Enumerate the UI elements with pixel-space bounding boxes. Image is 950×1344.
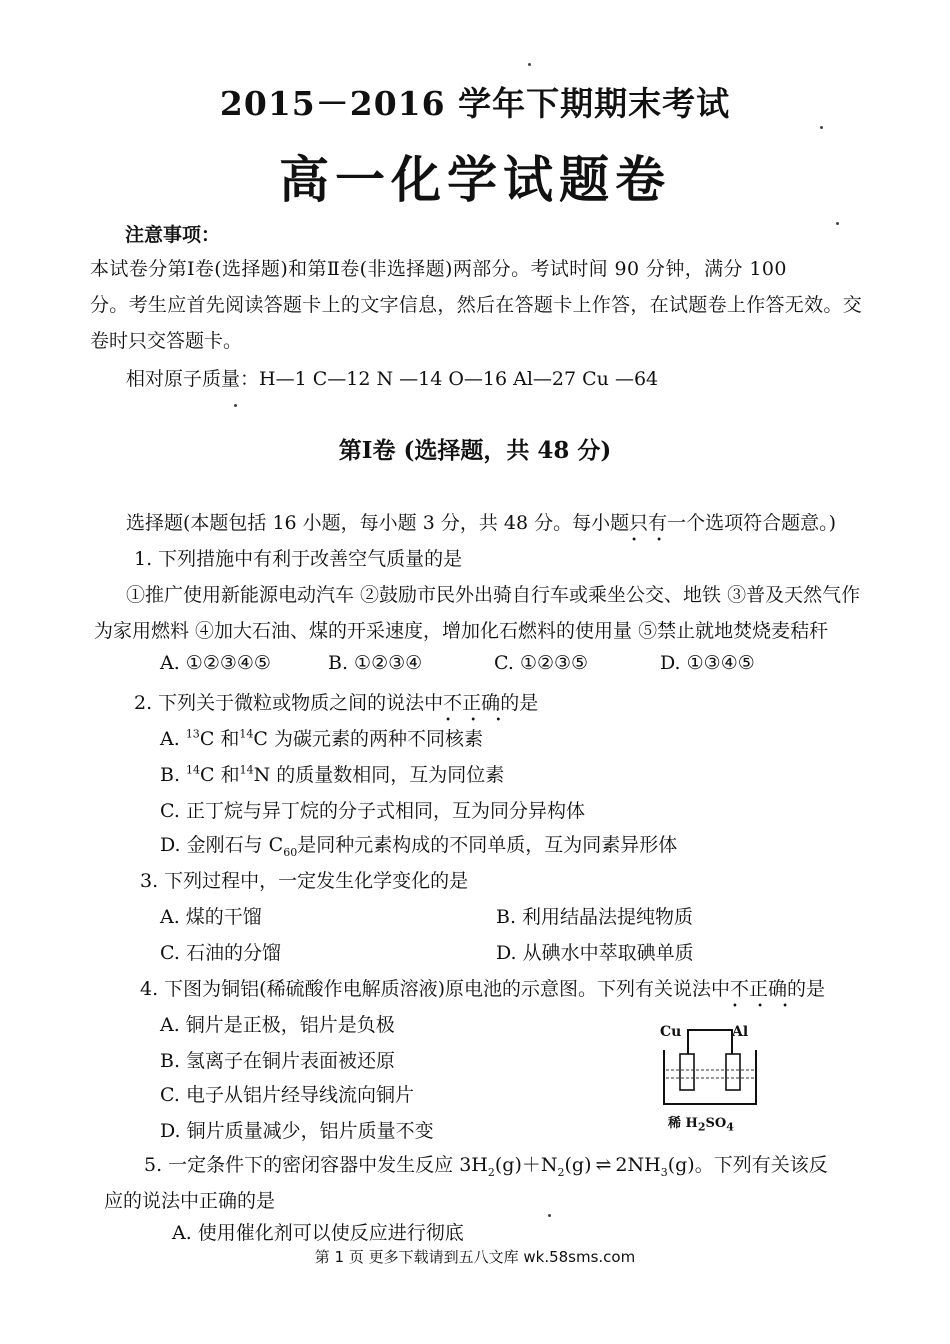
- section-intro-post: 选项符合题意。): [705, 512, 837, 534]
- q2-stem-pre: 2. 下列关于微粒或物质之间的说法中: [134, 692, 444, 714]
- equilibrium-arrow: ⇌: [595, 1154, 612, 1176]
- q1-option-d: D. ①③④⑤: [660, 652, 755, 674]
- aluminum-label: Al: [732, 1024, 749, 1040]
- q3-option-a: A. 煤的干馏: [160, 906, 262, 928]
- q5-stem-3: (g): [564, 1154, 592, 1176]
- q5-sub-3: 3: [660, 1165, 668, 1179]
- scan-speck: [234, 404, 237, 407]
- electrolyte-sub-1: 2: [697, 1120, 706, 1134]
- q1-stem: 1. 下列措施中有利于改善空气质量的是: [134, 548, 463, 570]
- q5-sub-2: 2: [557, 1165, 565, 1179]
- q2-a-mass-14: 14: [239, 727, 254, 741]
- electrolyte-label: [668, 1112, 734, 1134]
- q2-b-mass-n: 14: [239, 763, 254, 777]
- section-intro-pre: 选择题(本题包括 16 小题，每小题 3 分，共 48 分。每小题: [126, 512, 630, 534]
- aluminum-plate: [726, 1054, 740, 1090]
- q3-stem: 3. 下列过程中，一定发生化学变化的是: [140, 870, 469, 892]
- atomic-masses: 相对原子质量：H—1 C—12 N —14 O—16 Al—27 Cu —64: [126, 368, 659, 390]
- q2-b-text: N 的质量数相同，互为同位素: [253, 764, 505, 786]
- copper-label: Cu: [660, 1024, 682, 1040]
- scan-speck: [820, 126, 823, 129]
- q2-d-text: 是同种元素构成的不同单质，互为同素异形体: [297, 834, 678, 856]
- q2-a-mass-13: 13: [185, 727, 200, 741]
- q5-stem-5: (g)。下列有关该反: [667, 1154, 828, 1176]
- q2-option-b: [160, 760, 504, 787]
- scan-speck: [548, 1214, 551, 1217]
- q5-stem-2: (g)＋N: [494, 1154, 558, 1176]
- section-title: 第Ⅰ卷 (选择题，共 48 分): [338, 437, 612, 464]
- electrolyte-label-1: 稀 H: [668, 1116, 698, 1131]
- q5-stem-4: 2NH: [615, 1154, 661, 1176]
- q3-option-c: C. 石油的分馏: [160, 942, 281, 964]
- notice-line-1: 本试卷分第Ⅰ卷(选择题)和第Ⅱ卷(非选择题)两部分。考试时间 90 分钟，满分 100: [90, 258, 787, 280]
- copper-plate: [680, 1054, 694, 1090]
- q3-option-b: B. 利用结晶法提纯物质: [496, 906, 694, 928]
- q2-stem-emphasis: 不正确 • • •: [443, 692, 500, 714]
- q2-b-mass-c: 14: [186, 763, 201, 777]
- q4-option-c: C. 电子从铝片经导线流向铜片: [160, 1084, 414, 1106]
- q2-d-prefix: D. 金刚石与 C: [160, 834, 284, 856]
- q2-a-prefix: A.: [160, 728, 186, 750]
- q4-stem: [140, 974, 825, 1001]
- notice-heading: 注意事项：: [125, 224, 221, 246]
- beaker: [664, 1050, 756, 1104]
- q4-option-b: B. 氢离子在铜片表面被还原: [160, 1050, 396, 1072]
- notice-line-3: 卷时只交答题卡。: [90, 330, 243, 352]
- q4-option-a: A. 铜片是正极，铝片是负极: [160, 1014, 395, 1036]
- q4-stem-emphasis: 不正确 • • •: [730, 978, 787, 1000]
- exam-year-title: 2015－2016 学年下期期末考试: [219, 84, 731, 123]
- q2-option-c: C. 正丁烷与异丁烷的分子式相同，互为同分异构体: [160, 800, 585, 822]
- section-intro: [126, 508, 836, 535]
- q2-a-text: C 为碳元素的两种不同核素: [253, 728, 483, 750]
- q1-option-c: C. ①②③⑤: [494, 652, 589, 674]
- q2-option-d: [160, 830, 677, 859]
- q2-a-mid: C 和: [199, 728, 240, 750]
- wire: [688, 1030, 732, 1056]
- q2-d-subscript: 60: [283, 845, 298, 859]
- q1-items-line-2: 为家用燃料 ④加大石油、煤的开采速度，增加化石燃料的使用量 ⑤禁止就地焚烧麦秸秆: [94, 620, 829, 642]
- q1-option-a: A. ①②③④⑤: [160, 652, 271, 674]
- q4-stem-pre: 4. 下图为铜铝(稀硫酸作电解质溶液)原电池的示意图。下列有关说法中: [140, 978, 730, 1000]
- notice-line-2: 分。考生应首先阅读答题卡上的文字信息，然后在答题卡上作答，在试题卷上作答无效。交: [90, 294, 863, 316]
- q2-stem: [134, 688, 538, 715]
- q2-b-mid: C 和: [200, 764, 240, 786]
- q2-b-prefix: B.: [160, 764, 187, 786]
- scan-speck: [528, 63, 531, 66]
- q5-stem-line-2: 应的说法中正确的是: [104, 1190, 276, 1212]
- q5-sub-1: 2: [487, 1165, 495, 1179]
- page-footer: 第 1 页 更多下载请到五八文库 wk.58sms.com: [314, 1248, 636, 1266]
- section-intro-emphasis: 只有一个 • •: [629, 512, 705, 534]
- q5-stem: [144, 1150, 828, 1179]
- electrolyte-label-2: SO: [705, 1116, 727, 1131]
- q5-stem-1: 5. 一定条件下的密闭容器中发生反应 3H: [144, 1154, 488, 1176]
- q4-stem-post: 的是: [787, 978, 826, 1000]
- q3-option-d: D. 从碘水中萃取碘单质: [496, 942, 694, 964]
- electrolyte-sub-2: 4: [726, 1120, 734, 1134]
- galvanic-cell-diagram: [660, 1026, 770, 1134]
- q4-option-d: D. 铜片质量减少，铝片质量不变: [160, 1120, 434, 1142]
- q5-option-a: A. 使用催化剂可以使反应进行彻底: [172, 1222, 464, 1244]
- q2-stem-post: 的是: [500, 692, 539, 714]
- q1-option-b: B. ①②③④: [328, 652, 423, 674]
- q2-option-a: [160, 724, 483, 751]
- q1-items-line-1: ①推广使用新能源电动汽车 ②鼓励市民外出骑自行车或乘坐公交、地铁 ③普及天然气作: [126, 584, 861, 606]
- exam-main-title: 高一化学试题卷: [279, 150, 671, 209]
- scan-speck: [836, 222, 839, 225]
